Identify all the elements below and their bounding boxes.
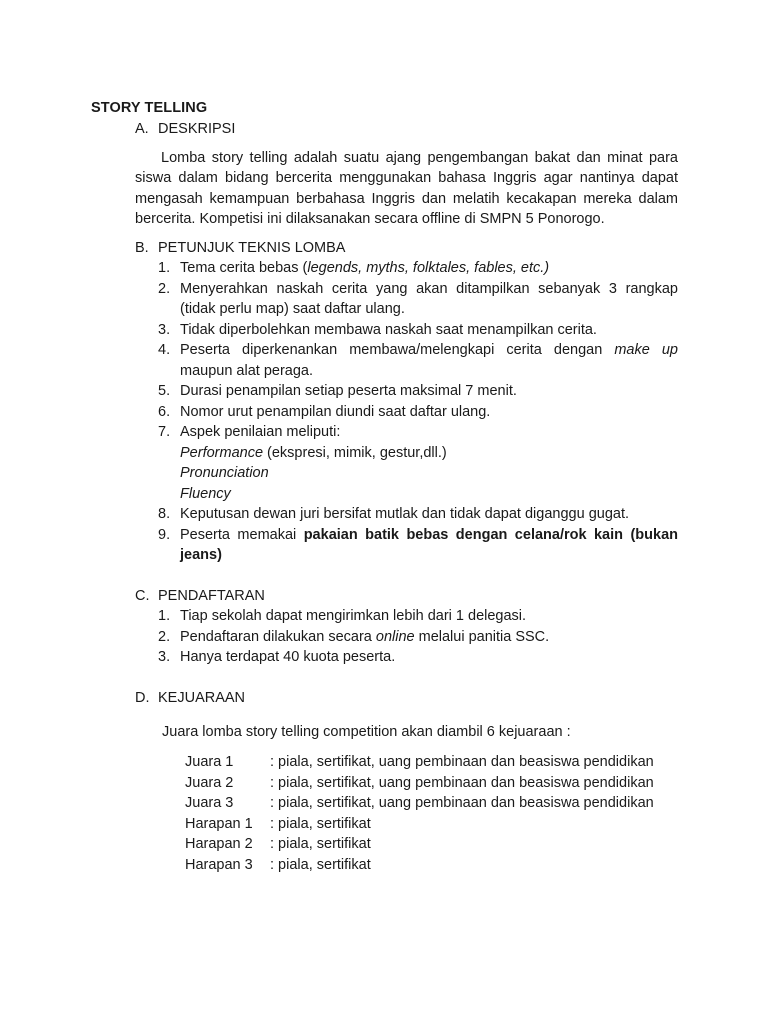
section-a-heading — [135, 119, 235, 139]
registration-list — [135, 606, 678, 668]
list-item — [135, 381, 678, 402]
aspect-performance — [180, 443, 678, 464]
aspect-pronunciation: Pronunciation — [180, 465, 269, 481]
list-item — [135, 279, 678, 320]
section-a-paragraph — [135, 148, 678, 229]
item-text: Tidak diperbolehkan membawa naskah saat menampilkan cerita. — [180, 321, 597, 338]
item-text: Aspek penilaian meliputi: — [180, 424, 341, 440]
item-italic: legends, myths, folktales, fables, etc.) — [307, 260, 550, 276]
section-c-title: PENDAFTARAN — [158, 588, 265, 604]
section-b-title: PETUNJUK TEKNIS LOMBA — [158, 240, 346, 256]
list-item — [135, 402, 678, 423]
prize-rank: Harapan 3 — [185, 856, 253, 873]
prize-reward: : piala, sertifikat — [270, 836, 371, 853]
item-number: 3. — [158, 321, 171, 338]
prize-intro: Juara lomba story telling competition akan diambil 6 kejuaraan : — [162, 724, 571, 740]
section-a-title: DESKRIPSI — [158, 121, 236, 137]
list-item — [135, 606, 678, 627]
item-number: 1. — [158, 260, 171, 276]
table-row — [185, 775, 654, 796]
item-number: 9. — [158, 526, 171, 543]
table-row — [185, 795, 654, 816]
aspect-fluency: Fluency — [180, 485, 231, 502]
aspect-performance-detail: (ekspresi, mimik, gestur,dll.) — [263, 444, 447, 461]
item-text: Pendaftaran dilakukan secara — [180, 628, 376, 645]
item-number: 1. — [158, 608, 171, 624]
rules-list — [135, 258, 678, 566]
item-text: Hanya terdapat 40 kuota peserta. — [180, 649, 396, 665]
section-d-heading — [135, 688, 245, 708]
list-item — [135, 320, 678, 341]
prize-reward: : piala, sertifikat, uang pembinaan dan beasiswa pendidikan — [270, 774, 654, 791]
item-text: Peserta memakai — [180, 526, 304, 543]
table-row — [185, 836, 654, 857]
section-b-label: B. — [135, 240, 149, 256]
prize-reward: : piala, sertifikat, uang pembinaan dan beasiswa pendidikan — [270, 754, 654, 770]
list-item — [135, 627, 678, 648]
list-item — [135, 504, 678, 525]
list-item — [135, 525, 678, 566]
item-italic: make up — [614, 342, 678, 358]
item-number: 8. — [158, 506, 171, 522]
item-number: 4. — [158, 342, 171, 358]
prize-rank: Juara 3 — [185, 795, 234, 812]
item-number: 6. — [158, 403, 171, 420]
item-number: 7. — [158, 424, 171, 440]
section-d-label: D. — [135, 690, 150, 706]
item-text: Menyerahkan naskah cerita yang akan ditampilkan sebanyak 3 rangkap (tidak perlu map) saat daftar ulang. — [180, 280, 678, 317]
list-item — [135, 340, 678, 381]
table-row — [185, 857, 654, 878]
item-text: Tema cerita bebas ( — [180, 260, 308, 276]
item-text: Keputusan dewan juri bersifat mutlak dan tidak dapat diganggu gugat. — [180, 506, 630, 522]
item-number: 2. — [158, 628, 171, 645]
item-text-end: maupun alat peraga. — [180, 362, 314, 379]
item-number: 3. — [158, 649, 171, 665]
item-text: Nomor urut penampilan diundi saat daftar ulang. — [180, 403, 491, 420]
prize-rank: Juara 1 — [185, 754, 234, 770]
list-item — [135, 422, 678, 504]
item-bold: pakaian batik bebas dengan celana/rok kain (bukan jeans) — [180, 526, 678, 563]
section-d-title: KEJUARAAN — [158, 690, 246, 706]
document-title: STORY TELLING — [91, 100, 208, 116]
table-row — [185, 754, 654, 775]
item-number: 2. — [158, 280, 171, 297]
prize-table — [185, 754, 654, 878]
prize-rank: Harapan 2 — [185, 836, 253, 853]
section-b-heading — [135, 238, 345, 258]
table-row — [185, 816, 654, 837]
list-item — [135, 647, 678, 668]
prize-reward: : piala, sertifikat — [270, 856, 371, 873]
list-item — [135, 258, 678, 279]
item-text: Durasi penampilan setiap peserta maksimal 7 menit. — [180, 383, 517, 399]
item-number: 5. — [158, 383, 171, 399]
section-c-label: C. — [135, 588, 150, 604]
description-text: Lomba story telling adalah suatu ajang pengembangan bakat dan minat para siswa dalam bidang bercerita menggunakan bahasa Inggris agar nantinya dapat mengasah kemampuan berbahasa Inggris dan melatih kecakapan mereka dalam bercerita. Kompetisi ini dilaksanakan secara offline di SMPN 5 Ponorogo. — [135, 150, 678, 227]
item-text: Tiap sekolah dapat mengirimkan lebih dari 1 delegasi. — [180, 608, 527, 624]
item-text: Peserta diperkenankan membawa/melengkapi cerita dengan — [180, 342, 615, 358]
section-c-heading — [135, 586, 265, 606]
section-a-label: A. — [135, 121, 149, 137]
item-text-end: melalui panitia SSC. — [414, 628, 550, 645]
item-italic: online — [375, 628, 415, 645]
aspect-performance-label: Performance — [180, 444, 264, 461]
prize-reward: : piala, sertifikat, uang pembinaan dan beasiswa pendidikan — [270, 795, 654, 812]
prize-reward: : piala, sertifikat — [270, 815, 371, 832]
prize-rank: Harapan 1 — [185, 815, 253, 832]
prize-rank: Juara 2 — [185, 774, 234, 791]
